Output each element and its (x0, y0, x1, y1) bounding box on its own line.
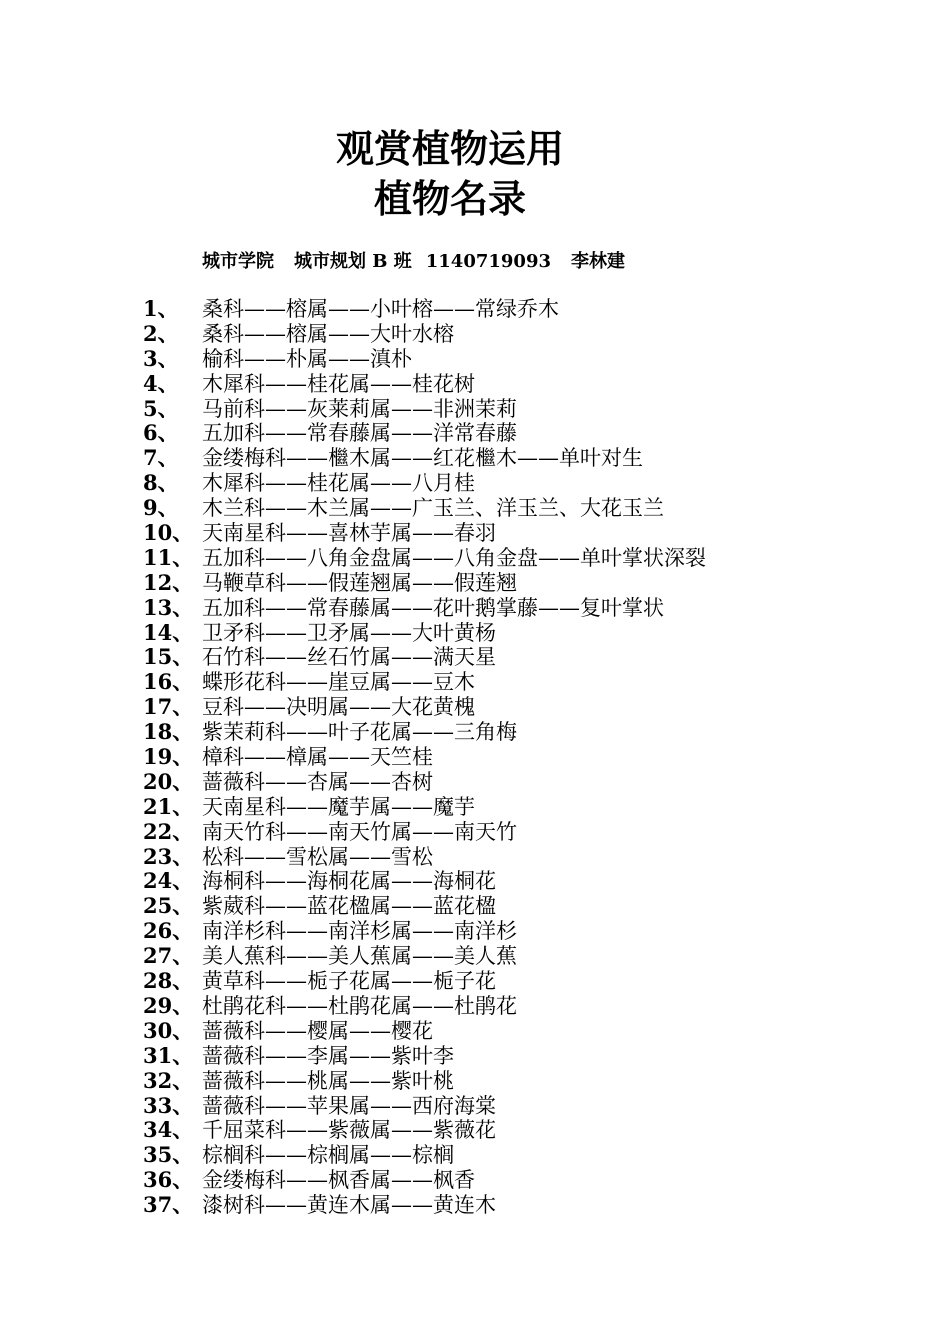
list-item-number: 25、 (143, 893, 194, 919)
list-item (0, 770, 950, 795)
list-item-text: 马鞭草科——假莲翘属——假莲翘 (202, 570, 517, 595)
list-item-number: 11、 (143, 544, 194, 570)
class-name: 城市规划 B 班 (294, 251, 412, 272)
list-item (0, 845, 950, 870)
list-item (0, 1193, 950, 1218)
list-item (0, 670, 950, 695)
list-item-number: 1、 (143, 296, 179, 321)
list-item-text: 蝶形花科——崖豆属——豆木 (202, 670, 475, 695)
list-item (0, 397, 950, 422)
list-item-text: 蔷薇科——李属——紫叶李 (202, 1043, 454, 1068)
list-item-text: 桑科——榕属——小叶榕——常绿乔木 (202, 297, 559, 321)
list-item-number: 24、 (143, 868, 194, 894)
list-item-text: 五加科——八角金盘属——八角金盘——单叶掌状深裂 (202, 545, 706, 570)
list-item-number: 10、 (143, 520, 194, 546)
list-item-number: 6、 (143, 420, 179, 446)
list-item (0, 471, 950, 496)
list-item-number: 12、 (143, 569, 194, 595)
list-item-text: 杜鹃花科——杜鹃花属——杜鹃花 (202, 993, 517, 1018)
list-item-number: 28、 (143, 968, 194, 994)
list-item-text: 蔷薇科——杏属——杏树 (202, 769, 433, 794)
list-item (0, 621, 950, 646)
list-item (0, 1168, 950, 1193)
list-item-text: 桑科——榕属——大叶水榕 (202, 321, 454, 346)
list-item (0, 795, 950, 820)
list-item-number: 27、 (143, 943, 194, 969)
list-item (0, 421, 950, 446)
list-item-number: 15、 (143, 644, 194, 670)
list-item (0, 944, 950, 969)
list-item-number: 13、 (143, 594, 194, 620)
list-item-number: 9、 (143, 495, 179, 521)
list-item (0, 297, 950, 322)
list-item-number: 35、 (143, 1142, 194, 1168)
list-item-text: 樟科——樟属——天竺桂 (202, 745, 433, 770)
list-item (0, 1094, 950, 1119)
list-item-number: 32、 (143, 1067, 194, 1093)
list-item (0, 446, 950, 471)
list-item-text: 蔷薇科——桃属——紫叶桃 (202, 1068, 454, 1093)
list-item-text: 五加科——常春藤属——花叶鹅掌藤——复叶掌状 (202, 595, 664, 620)
list-item-number: 7、 (143, 445, 179, 471)
list-item-text: 金缕梅科——檵木属——红花檵木——单叶对生 (202, 446, 643, 471)
list-item (0, 869, 950, 894)
list-item-number: 33、 (143, 1092, 194, 1118)
list-item-number: 37、 (143, 1192, 194, 1218)
list-item-text: 黄草科——栀子花属——栀子花 (202, 969, 496, 994)
list-item-text: 金缕梅科——枫香属——枫香 (202, 1168, 475, 1193)
list-item-text: 紫葳科——蓝花楹属——蓝花楹 (202, 894, 496, 919)
list-item (0, 894, 950, 919)
list-item (0, 596, 950, 621)
list-item-text: 卫矛科——卫矛属——大叶黄杨 (202, 620, 496, 645)
list-item-text: 海桐科——海桐花属——海桐花 (202, 869, 496, 894)
list-item-number: 2、 (143, 320, 179, 346)
list-item-text: 紫茉莉科——叶子花属——三角梅 (202, 720, 517, 745)
list-item (0, 745, 950, 770)
list-item-text: 石竹科——丝石竹属——满天星 (202, 645, 496, 670)
list-item-text: 南洋杉科——南洋杉属——南洋杉 (202, 919, 517, 944)
list-item-number: 20、 (143, 768, 194, 794)
list-item-text: 美人蕉科——美人蕉属——美人蕉 (202, 944, 517, 969)
page-subtitle: 植物名录 (373, 176, 526, 221)
list-item-number: 34、 (143, 1117, 194, 1143)
list-item (0, 372, 950, 397)
school-name: 城市学院 (202, 251, 274, 272)
list-item-text: 南天竹科——南天竹属——南天竹 (202, 819, 517, 844)
list-item-number: 30、 (143, 1017, 194, 1043)
page-title: 观赏植物运用 (335, 126, 564, 171)
list-item (0, 994, 950, 1019)
list-item (0, 919, 950, 944)
list-item (0, 695, 950, 720)
list-item-text: 松科——雪松属——雪松 (202, 844, 433, 869)
list-item (0, 521, 950, 546)
list-item-number: 22、 (143, 818, 194, 844)
list-item (0, 496, 950, 521)
list-item (0, 820, 950, 845)
list-item (0, 969, 950, 994)
list-item-number: 16、 (143, 669, 194, 695)
list-item-text: 蔷薇科——樱属——樱花 (202, 1018, 433, 1043)
list-item-number: 23、 (143, 843, 194, 869)
list-item-number: 5、 (143, 395, 179, 421)
list-item-text: 千屈菜科——紫薇属——紫薇花 (202, 1118, 496, 1143)
list-item (0, 1044, 950, 1069)
list-item (0, 347, 950, 372)
list-item (0, 571, 950, 596)
list-item (0, 322, 950, 347)
list-item-number: 31、 (143, 1042, 194, 1068)
list-item (0, 1118, 950, 1143)
list-item-text: 棕榈科——棕榈属——棕榈 (202, 1143, 454, 1168)
list-item-text: 木兰科——木兰属——广玉兰、洋玉兰、大花玉兰 (202, 496, 664, 521)
list-item (0, 645, 950, 670)
list-item-text: 漆树科——黄连木属——黄连木 (202, 1193, 496, 1218)
list-item (0, 1069, 950, 1094)
list-item-text: 木犀科——桂花属——桂花树 (202, 371, 475, 396)
list-item-number: 4、 (143, 370, 179, 396)
list-item-text: 五加科——常春藤属——洋常春藤 (202, 421, 517, 446)
author-name: 李林建 (571, 251, 625, 272)
list-item-number: 17、 (143, 694, 194, 720)
list-item-number: 36、 (143, 1167, 194, 1193)
list-item-text: 天南星科——魔芋属——魔芋 (202, 794, 475, 819)
student-id: 1140719093 (425, 251, 551, 272)
list-item-number: 26、 (143, 918, 194, 944)
plant-list (0, 297, 950, 1218)
list-item (0, 720, 950, 745)
list-item-text: 木犀科——桂花属——八月桂 (202, 471, 475, 496)
list-item-number: 19、 (143, 744, 194, 770)
list-item-text: 蔷薇科——苹果属——西府海棠 (202, 1093, 496, 1118)
list-item-text: 豆科——决明属——大花黄槐 (202, 695, 475, 720)
list-item (0, 546, 950, 571)
list-item (0, 1019, 950, 1044)
list-item-number: 21、 (143, 793, 194, 819)
list-item (0, 1143, 950, 1168)
list-item-text: 天南星科——喜林芋属——春羽 (202, 521, 496, 546)
list-item-text: 马前科——灰莱莉属——非洲茉莉 (202, 396, 517, 421)
list-item-number: 14、 (143, 619, 194, 645)
list-item-number: 18、 (143, 719, 194, 745)
list-item-number: 29、 (143, 992, 194, 1018)
list-item-text: 榆科——朴属——滇朴 (202, 346, 412, 371)
list-item-number: 8、 (143, 470, 179, 496)
author-byline (202, 250, 625, 274)
list-item-number: 3、 (143, 345, 179, 371)
